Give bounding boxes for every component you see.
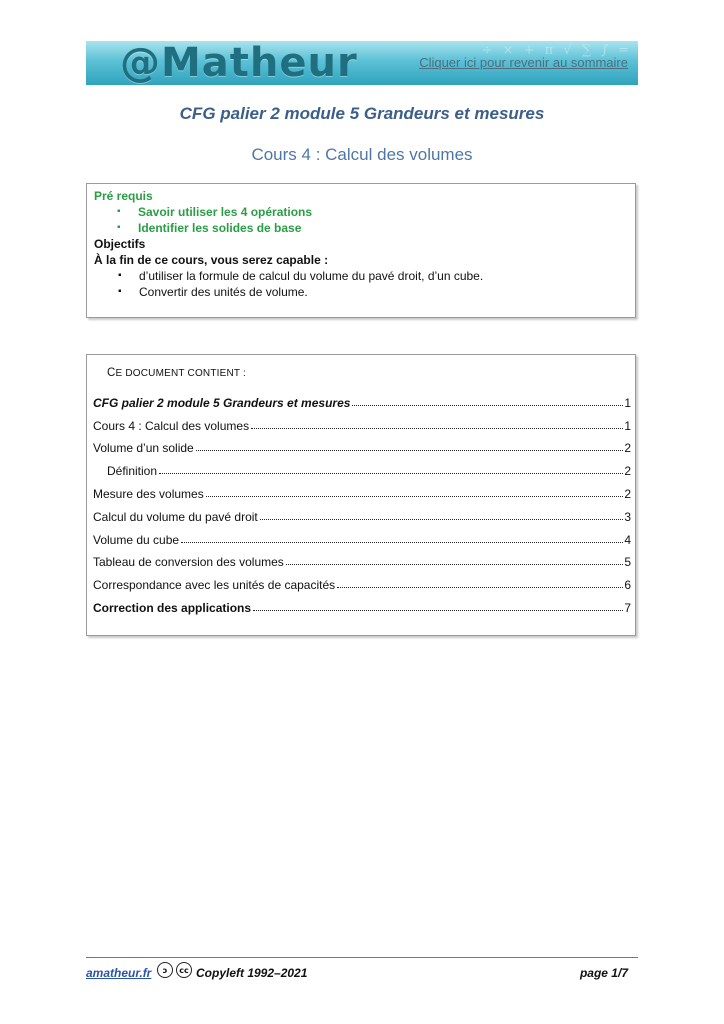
toc-entry[interactable]: Correction des applications 7 xyxy=(93,600,631,615)
prereq-item: ▪ Identifier les solides de base xyxy=(94,220,629,236)
header-banner xyxy=(86,41,638,85)
prereq-heading: Pré requis xyxy=(94,189,153,203)
document-title: CFG palier 2 module 5 Grandeurs et mesures xyxy=(179,104,545,123)
toc-entry[interactable]: Volume d’un solide 2 xyxy=(93,441,631,456)
objective-item: ▪ d’utiliser la formule de calcul du volume du pavé droit, d’un cube. xyxy=(94,268,629,284)
table-of-contents-box xyxy=(86,354,636,636)
lesson-title: Cours 4 : Calcul des volumes xyxy=(251,145,473,164)
footer-divider xyxy=(86,957,638,958)
prereq-item: ▪ Savoir utiliser les 4 opérations xyxy=(94,204,629,220)
page-number: page 1/7 xyxy=(579,966,628,980)
toc-entry[interactable]: Correspondance avec les unités de capacités 6 xyxy=(93,578,631,593)
toc-entry[interactable]: Définition 2 xyxy=(107,464,631,479)
toc-entry[interactable]: Cours 4 : Calcul des volumes 1 xyxy=(93,418,631,433)
banner-decoration: ÷ × + π √ ∑ ∫ = xyxy=(481,43,632,58)
toc-entry[interactable]: Volume du cube 4 xyxy=(93,532,631,547)
site-logo: @Matheur xyxy=(120,41,358,85)
toc-entry[interactable]: Tableau de conversion des volumes 5 xyxy=(93,555,631,570)
page-footer xyxy=(86,962,638,984)
toc-list xyxy=(93,387,631,615)
site-link[interactable]: amatheur.fr xyxy=(86,966,152,980)
prerequisites-box xyxy=(86,183,636,318)
license-icons xyxy=(157,962,192,978)
creative-commons-icon: cc xyxy=(176,962,192,978)
copyleft-icon: ↄ xyxy=(157,962,173,978)
objective-item: ▪ Convertir des unités de volume. xyxy=(94,284,629,300)
objectives-intro: À la fin de ce cours, vous serez capable : xyxy=(94,253,329,267)
toc-heading: CE DOCUMENT CONTIENT : xyxy=(107,367,247,379)
toc-entry[interactable]: CFG palier 2 module 5 Grandeurs et mesures 1 xyxy=(93,395,631,410)
objectives-heading: Objectifs xyxy=(94,237,146,251)
toc-entry[interactable]: Mesure des volumes 2 xyxy=(93,486,631,501)
toc-entry[interactable]: Calcul du volume du pavé droit 3 xyxy=(93,509,631,524)
back-to-summary-link[interactable]: Cliquer ici pour revenir au sommaire xyxy=(419,55,628,70)
copyleft-text: Copyleft 1992–2021 xyxy=(196,966,308,980)
